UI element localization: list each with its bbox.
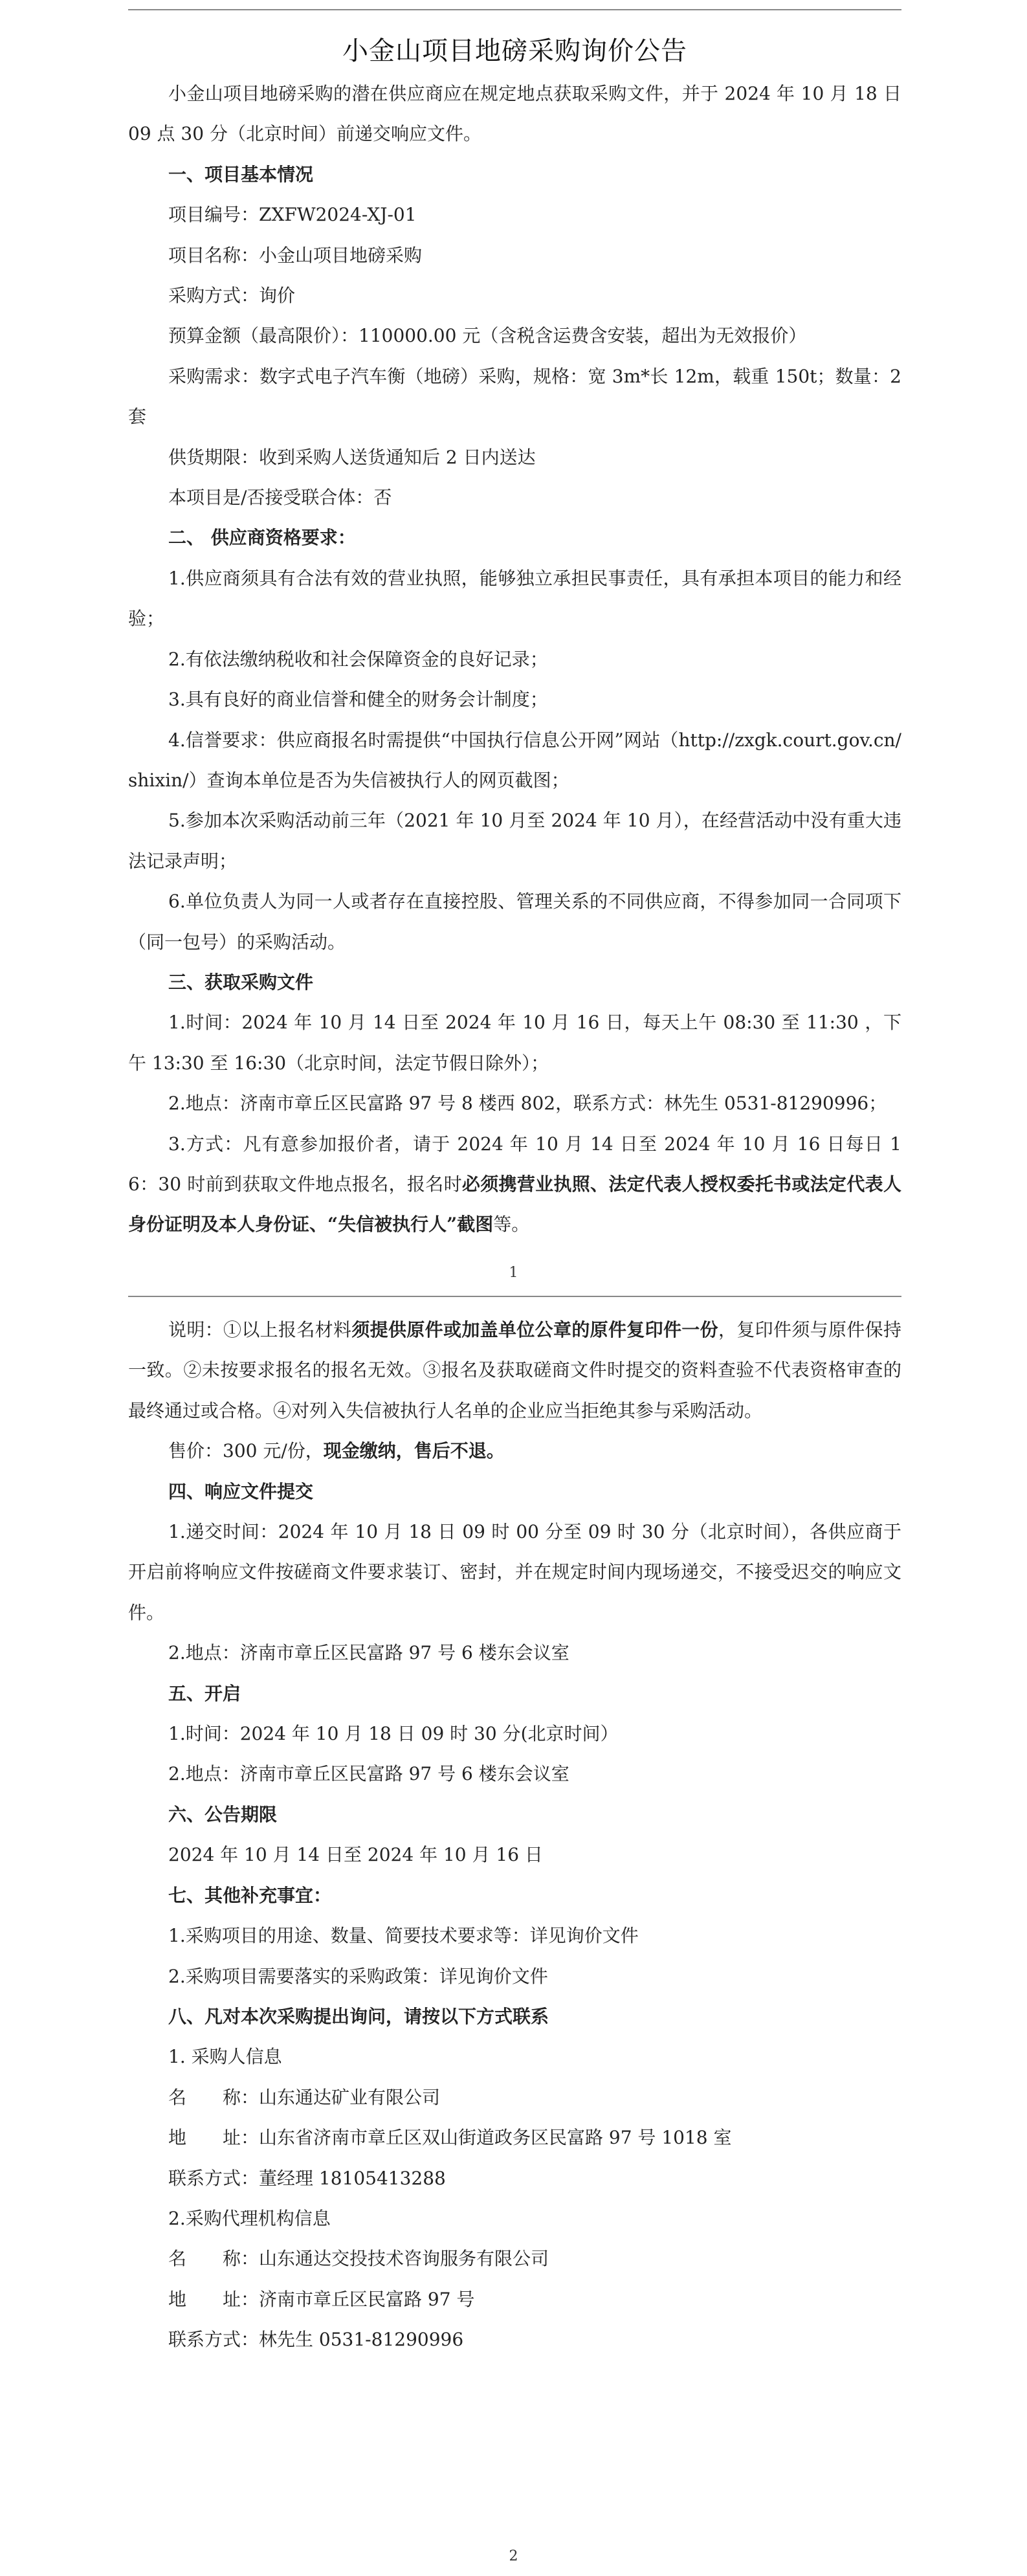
page1-top-rule [128,9,901,10]
acquisition-method-text: 3.方式：凡有意参加报价者，请于 2024 年 10 月 14 日至 2024 年 10 月 16 日每日 16：30 时前到获取文件地点报名，报名时 [128,1133,901,1195]
section-7-heading: 七、其他补充事宜： [168,1884,332,1906]
section-5-heading: 五、开启 [168,1682,241,1704]
qualification-item: 3.具有良好的商业信誉和健全的财务会计制度； [168,689,548,711]
agency-info-heading: 2.采购代理机构信息 [168,2207,331,2229]
acquisition-method-end: 等。 [493,1214,530,1236]
acquisition-method [128,1124,901,1245]
agency-name: 名 称：山东通达交投技术咨询服务有限公司 [168,2248,549,2270]
supplement-item: 1.采购项目的用途、数量、简要技术要求等：详见询价文件 [168,1925,639,1947]
section-3-heading: 三、获取采购文件 [168,971,314,993]
opening-time: 1.时间：2024 年 10 月 18 日 09 时 30 分(北京时间） [168,1723,619,1745]
submission-location: 2.地点：济南市章丘区民富路 97 号 6 楼东会议室 [168,1642,569,1664]
registration-note-bold: 须提供原件或加盖单位公章的原件复印件一份 [351,1319,718,1340]
acquisition-location: 2.地点：济南市章丘区民富路 97 号 8 楼西 802，联系方式：林先生 0531-81290996； [168,1093,887,1115]
acquisition-method-required-materials: 必须携营业执照、法定代表人授权委托书或法定代表人身份证明及本人身份证、“失信被执行人”截图 [128,1173,901,1236]
acquisition-time: 1.时间：2024 年 10 月 14 日至 2024 年 10 月 16 日，每天上午 08:30 至 11:30 ，下午 13:30 至 16:30（北京时间，法定节假日除外）； [128,1012,901,1074]
purchaser-contact: 联系方式：董经理 18105413288 [168,2167,446,2189]
purchaser-name: 名 称：山东通达矿业有限公司 [168,2086,441,2108]
consortium-acceptance: 本项目是/否接受联合体：否 [168,487,392,509]
document-price [128,1431,901,1471]
document-title: 小金山项目地磅采购询价公告 [342,36,687,66]
opening-location: 2.地点：济南市章丘区民富路 97 号 6 楼东会议室 [168,1763,569,1785]
submission-time: 1.递交时间：2024 年 10 月 18 日 09 时 00 分至 09 时 30 分（北京时间），各供应商于开启前将响应文件按磋商文件要求装订、密封，并在规定时间内现场递交，不接受迟交的响应文件。 [128,1521,901,1623]
agency-address: 地 址：济南市章丘区民富路 97 号 [168,2288,475,2310]
section-6-heading: 六、公告期限 [168,1803,278,1825]
document-price-bold: 现金缴纳，售后不退。 [323,1440,505,1462]
section-2-heading: 二、 供应商资格要求： [168,527,356,549]
registration-note-rest: ，复印件须与原件保持一致。②未按要求报名的报名无效。③报名及获取磋商文件时提交的资料查验不代表资格审查的最终通过或合格。④对列入失信被执行人名单的企业应当拒绝其参与采购活动。 [128,1319,901,1421]
registration-note [128,1310,901,1431]
page2-top-rule [128,1296,901,1297]
registration-note-text: 说明：①以上报名材料 [168,1319,352,1340]
announcement-period: 2024 年 10 月 14 日至 2024 年 10 月 16 日 [168,1844,543,1866]
section-4-heading: 四、响应文件提交 [168,1480,314,1502]
supplement-item: 2.采购项目需要落实的采购政策：详见询价文件 [168,1965,548,1987]
section-8-heading: 八、凡对本次采购提出询问，请按以下方式联系 [168,2005,549,2027]
page-1 [128,28,901,1245]
page-number-1: 1 [509,1265,518,1281]
section-1-heading: 一、项目基本情况 [168,163,314,185]
procurement-requirement: 采购需求：数字式电子汽车衡（地磅）采购，规格：宽 3m*长 12m，载重 150t；数量：2 套 [128,365,901,428]
page-number-2: 2 [509,2548,518,2564]
page-2 [128,1310,901,2360]
delivery-period: 供货期限：收到采购人送货通知后 2 日内送达 [168,446,536,468]
project-name: 项目名称：小金山项目地磅采购 [168,244,423,266]
qualification-item: 6.单位负责人为同一人或者存在直接控股、管理关系的不同供应商，不得参加同一合同项下（同一包号）的采购活动。 [128,891,901,953]
purchaser-info-heading: 1. 采购人信息 [168,2046,282,2068]
agency-contact: 联系方式：林先生 0531-81290996 [168,2329,464,2351]
intro-paragraph: 小金山项目地磅采购的潜在供应商应在规定地点获取采购文件，并于 2024 年 10 月 18 日 09 点 30 分（北京时间）前递交响应文件。 [128,83,901,145]
qualification-item: 1.供应商须具有合法有效的营业执照，能够独立承担民事责任，具有承担本项目的能力和经验； [128,567,901,630]
qualification-item: 4.信誉要求：供应商报名时需提供“中国执行信息公开网”网站（http://zxgk.court.gov.cn/shixin/）查询本单位是否为失信被执行人的网页截图； [128,729,901,791]
purchaser-address: 地 址：山东省济南市章丘区双山街道政务区民富路 97 号 1018 室 [168,2127,732,2149]
document-price-text: 售价：300 元/份， [168,1440,324,1462]
budget-amount: 预算金额（最高限价）：110000.00 元（含税含运费含安装，超出为无效报价） [168,325,807,347]
procurement-method: 采购方式：询价 [168,285,296,307]
qualification-item: 2.有依法缴纳税收和社会保障资金的良好记录； [168,648,548,670]
project-number: 项目编号：ZXFW2024-XJ-01 [168,204,417,226]
qualification-item: 5.参加本次采购活动前三年（2021 年 10 月至 2024 年 10 月），在经营活动中没有重大违法记录声明； [128,810,901,872]
